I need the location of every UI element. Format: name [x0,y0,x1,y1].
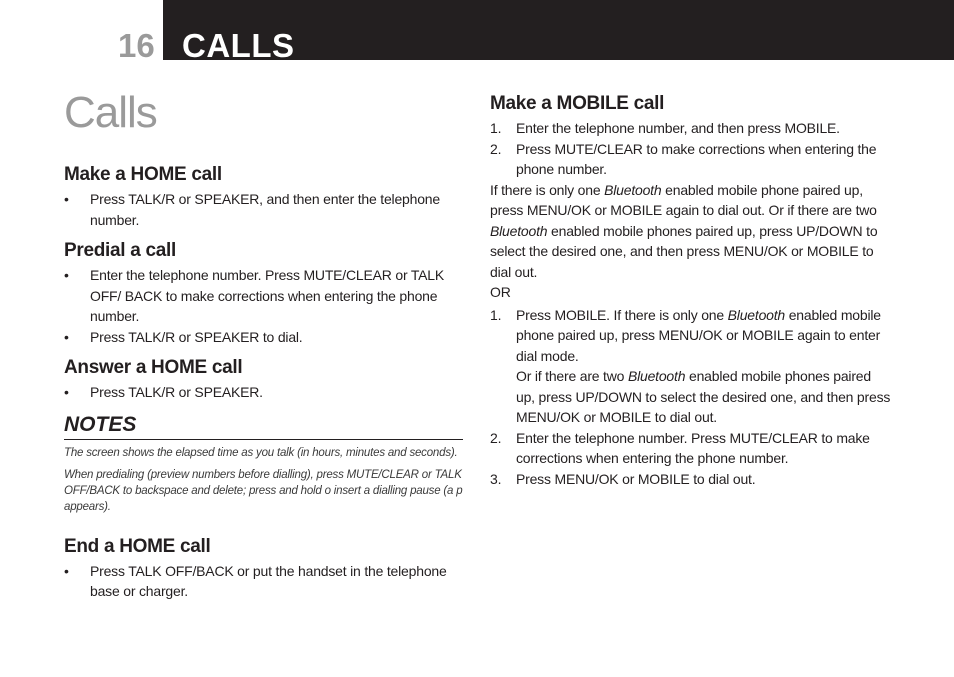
list-item: • Press TALK/R or SPEAKER. [64,382,464,403]
bluetooth-term: Bluetooth [727,306,786,323]
page-number: 16 [118,27,155,64]
right-column [490,92,892,489]
heading-end-home-call: End a HOME call [64,535,211,557]
text-run: enabled mobile phone paired up, press MENU/OK or MOBILE again to enter dial mode. [516,306,881,364]
note-item: When predialing (preview numbers before dialling), press MUTE/CLEAR or TALK OFF/BACK to backspace and delete; press and hold o insert a dialling pause (a p appears). [64,468,463,513]
text-run: enabled mobile phone paired up, press MENU/OK or MOBILE again to dial out. Or if there are two [490,181,877,218]
section-answer-home-call [64,356,464,403]
bullet-list [64,265,464,347]
page-title: Calls [64,88,157,137]
step-text: Press MUTE/CLEAR to make corrections when entering the phone number. [516,140,877,177]
list-item: • Press TALK/R or SPEAKER to dial. [64,327,464,348]
or-label: OR [490,284,511,300]
step-sub-paragraph [516,366,892,428]
spacer [64,515,464,535]
bluetooth-term: Bluetooth [627,368,686,384]
list-item [490,118,892,139]
text-run: Press MOBILE. If there is only one [516,306,728,323]
list-item [490,469,892,490]
section-predial [64,239,464,347]
bluetooth-term: Bluetooth [604,181,662,198]
step-number: 1. [490,306,502,323]
step-number: 3. [490,470,502,487]
left-column [64,163,464,611]
list-item: • Enter the telephone number. Press MUTE/CLEAR or TALK OFF/ BACK to make corrections when entering the phone number. [64,265,464,327]
bullet-list [64,189,464,230]
heading-predial: Predial a call [64,240,176,261]
steps-list-b [490,305,892,490]
step-text: Press MENU/OK or MOBILE to dial out. [516,470,756,487]
step-text: Enter the telephone number, and then press MOBILE. [516,120,840,136]
paragraph-bluetooth [490,180,892,283]
bluetooth-term: Bluetooth [490,222,548,239]
step-text: Enter the telephone number. Press MUTE/CLEAR to make corrections when entering the phone number. [516,429,870,466]
section-title: CALLS [182,27,295,64]
step-number: 2. [490,429,502,446]
text-run: Or if there are two [516,368,628,384]
text-run: If there is only one [490,181,605,198]
bullet-list [64,382,464,403]
section-header-bar [163,0,954,64]
section-end-home-call [64,535,464,602]
list-item [490,305,892,428]
notes-box [64,412,464,515]
list-item [490,139,892,180]
note-item: The screen shows the elapsed time as you talk (in hours, minutes and seconds). [64,446,458,459]
steps-list-a [490,118,892,180]
step-number: 2. [490,140,502,157]
heading-answer-home-call: Answer a HOME call [64,357,243,378]
list-item [490,428,892,469]
step-number: 1. [490,120,502,136]
heading-make-mobile-call: Make a MOBILE call [490,93,665,114]
bullet-list [64,561,464,602]
heading-make-home-call: Make a HOME call [64,164,222,185]
list-item: • Press TALK/R or SPEAKER, and then enter the telephone number. [64,189,464,230]
list-item: • Press TALK OFF/BACK or put the handset in the telephone base or charger. [64,561,464,602]
text-run: enabled mobile phones paired up, press UP/DOWN to select the desired one, and then press MENU/OK or MOBILE to dial out. [516,368,891,425]
notes-title: NOTES [64,412,463,440]
section-make-home-call [64,163,464,230]
text-run: enabled mobile phones paired up, press UP/DOWN to select the desired one, and then press MENU/OK or MOBILE to dial out. [490,222,878,280]
